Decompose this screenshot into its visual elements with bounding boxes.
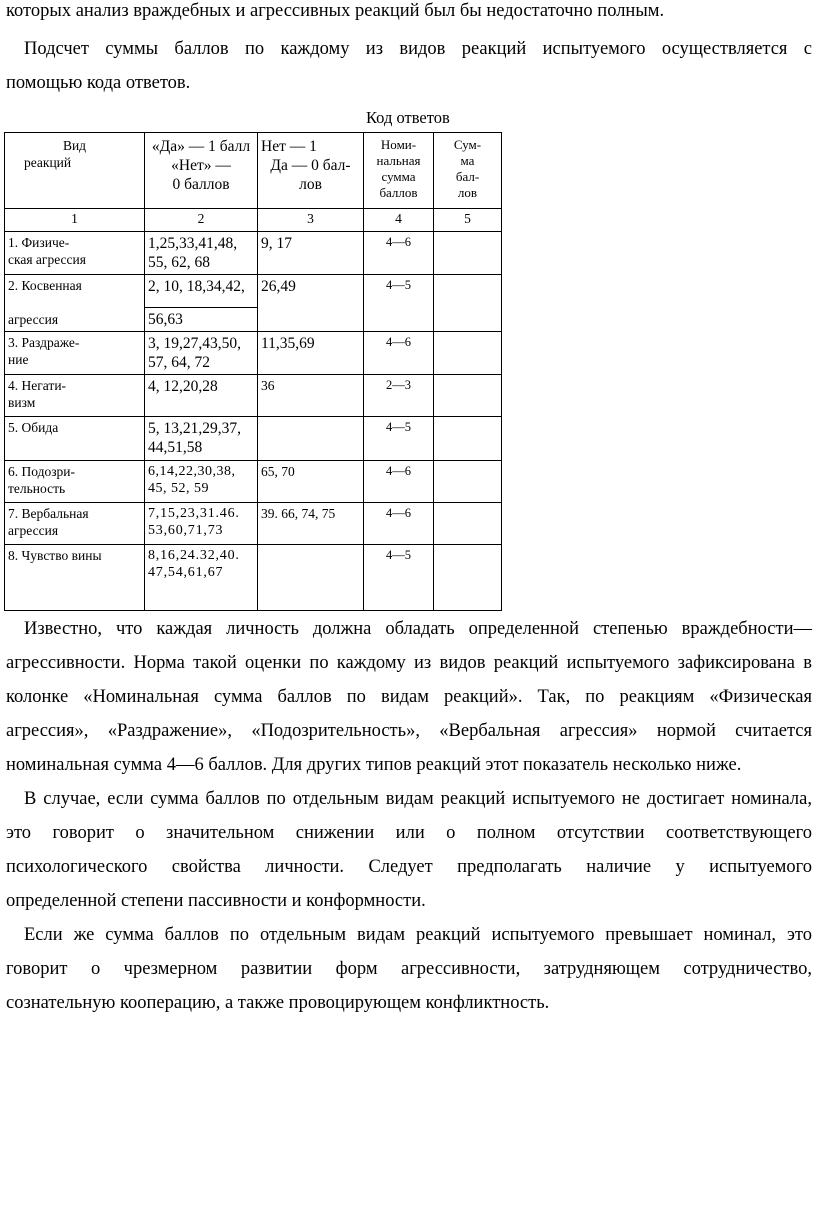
cell-line: 1,25,33,41,48, — [148, 235, 238, 252]
cell-line: агрессия — [8, 312, 59, 327]
header-line: Да — 0 бал- — [270, 157, 351, 174]
header-reaction-type — [5, 133, 145, 209]
no-items-cell: 9, 17 — [258, 232, 364, 275]
no-items-cell — [258, 417, 364, 461]
header-no-one-point — [258, 133, 364, 209]
text-line: Подсчет суммы баллов по каждому из видов реакций испытуемого осуществляется с — [24, 39, 812, 59]
paragraph-below-nominal — [6, 782, 812, 918]
column-number: 2 — [145, 209, 258, 232]
header-line: Сум- — [453, 137, 482, 152]
header-line: нальная — [376, 153, 421, 168]
nominal-sum-cell: 4—5 — [364, 275, 434, 332]
yes-items-cell — [145, 545, 258, 611]
table-row — [5, 503, 502, 545]
column-number-row — [5, 209, 502, 232]
answer-key-table — [4, 132, 502, 611]
text-line: Если же сумма баллов по отдельным видам реакций испытуемого превышает номинал, это — [24, 925, 812, 945]
nominal-sum-cell: 4—6 — [364, 461, 434, 503]
yes-items-cell: 56,63 — [145, 308, 258, 332]
header-yes-one-point — [145, 133, 258, 209]
text-line: В случае, если сумма баллов по отдельным видам реакций испытуемого не достигает номинала, — [24, 789, 812, 809]
column-number: 5 — [434, 209, 502, 232]
header-line: Вид — [62, 138, 87, 153]
cell-line: 2. Косвенная — [8, 278, 82, 293]
points-sum-cell — [434, 232, 502, 275]
text-line: агрессивности. Норма такой оценки по каждому из видов реакций испытуемого зафиксирована в — [6, 653, 812, 673]
text-line: определенной степени пассивности и конформности. — [6, 891, 426, 911]
yes-items-cell — [145, 332, 258, 375]
points-sum-cell — [434, 545, 502, 611]
no-items-cell: 26,49 — [258, 275, 364, 332]
reaction-type-cell — [5, 503, 145, 545]
text-line: агрессия», «Раздражение», «Подозрительность», «Вербальная агрессия» нормой считается — [6, 721, 812, 741]
text-line: говорит о чрезмерном развитии форм агрессивности, затрудняющем сотрудничество, — [6, 959, 812, 979]
no-items-cell: 36 — [258, 375, 364, 417]
points-sum-cell — [434, 503, 502, 545]
table-row — [5, 461, 502, 503]
yes-items-cell — [145, 417, 258, 461]
cell-line: 8,16,24.32,40. — [148, 548, 240, 563]
yes-items-cell — [145, 461, 258, 503]
paragraph-above-nominal — [6, 918, 812, 1020]
yes-items-cell: 4, 12,20,28 — [145, 375, 258, 417]
reaction-type-cell — [5, 545, 145, 611]
cell-line: 3, 19,27,43,50, — [148, 335, 241, 352]
yes-items-cell: 2, 10, 18,34,42, — [145, 275, 258, 308]
nominal-sum-cell: 2—3 — [364, 375, 434, 417]
text-line: колонке «Номинальная сумма баллов по видам реакций». Так, по реакциям «Физическая — [6, 687, 812, 707]
table-row — [5, 332, 502, 375]
nominal-sum-cell: 4—6 — [364, 232, 434, 275]
cell-line: 8. Чувство вины — [8, 548, 102, 563]
points-sum-cell — [434, 375, 502, 417]
header-line: баллов — [379, 185, 418, 200]
header-line: 0 баллов — [172, 176, 230, 193]
header-line: лов — [457, 185, 478, 200]
text-line: Известно, что каждая личность должна обладать определенной степенью враждебности— — [24, 619, 812, 639]
paragraph-continuation — [6, 0, 812, 28]
cell-line: тельность — [8, 481, 66, 496]
table-row — [5, 232, 502, 275]
table-header-row — [5, 133, 502, 209]
header-line: лов — [299, 176, 322, 193]
text-line: психологического свойства личности. Следует предполагать наличие у испытуемого — [6, 857, 812, 877]
cell-line: 3. Раздраже- — [8, 335, 80, 350]
points-sum-cell — [434, 461, 502, 503]
cell-line: 47,54,61,67 — [148, 565, 224, 580]
paragraph-norm — [6, 612, 812, 782]
points-sum-cell — [434, 332, 502, 375]
text-line: сознательную кооперацию, а также провоцирующем конфликтность. — [6, 993, 550, 1013]
no-items-cell: 11,35,69 — [258, 332, 364, 375]
reaction-type-cell — [5, 232, 145, 275]
header-points-sum — [434, 133, 502, 209]
header-line: ма — [460, 153, 475, 168]
header-line: сумма — [381, 169, 416, 184]
table-row — [5, 375, 502, 417]
reaction-type-cell — [5, 332, 145, 375]
nominal-sum-cell: 4—5 — [364, 545, 434, 611]
cell-line: ская агрессия — [8, 252, 86, 267]
nominal-sum-cell: 4—6 — [364, 332, 434, 375]
header-line: «Да» — 1 балл — [151, 138, 251, 155]
yes-items-cell — [145, 232, 258, 275]
cell-line: 57, 64, 72 — [148, 354, 210, 371]
table-row — [5, 545, 502, 611]
reaction-type-cell — [5, 375, 145, 417]
header-line: Номи- — [380, 137, 417, 152]
column-number: 3 — [258, 209, 364, 232]
cell-line: 6,14,22,30,38, — [148, 464, 236, 479]
table-row — [5, 417, 502, 461]
cell-line: 55, 62, 68 — [148, 254, 210, 271]
cell-line: 6. Подозри- — [8, 464, 76, 479]
cell-line: 7,15,23,31.46. — [148, 506, 240, 521]
table-row — [5, 275, 502, 308]
header-line: бал- — [455, 169, 480, 184]
cell-line: агрессия — [8, 523, 59, 538]
cell-line: 53,60,71,73 — [148, 523, 224, 538]
yes-items-cell — [145, 503, 258, 545]
header-line: «Нет» — — [171, 157, 231, 174]
text-line: помощью кода ответов. — [6, 73, 191, 93]
header-line: Нет — 1 — [261, 138, 317, 155]
text-line: это говорит о значительном снижении или о полном отсутствии соответствующего — [6, 823, 812, 843]
text-line: которых анализ враждебных и агрессивных реакций был бы недостаточно полным. — [6, 1, 665, 21]
cell-line: 44,51,58 — [148, 439, 203, 456]
no-items-cell: 65, 70 — [258, 461, 364, 503]
cell-line: ние — [8, 352, 29, 367]
points-sum-cell — [434, 275, 502, 332]
nominal-sum-cell: 4—6 — [364, 503, 434, 545]
cell-line: 4. Негати- — [8, 378, 67, 393]
reaction-type-cell — [5, 461, 145, 503]
no-items-cell: 39. 66, 74, 75 — [258, 503, 364, 545]
column-number: 1 — [5, 209, 145, 232]
cell-line: 45, 52, 59 — [148, 481, 209, 496]
points-sum-cell — [434, 417, 502, 461]
cell-line: 5. Обида — [8, 420, 59, 435]
no-items-cell — [258, 545, 364, 611]
header-line: реакций — [24, 155, 72, 170]
text-line: номинальная сумма 4—6 баллов. Для других типов реакций этот показатель несколько ниже. — [6, 755, 742, 775]
cell-line: 7. Вербальная — [8, 506, 89, 521]
reaction-type-cell — [5, 417, 145, 461]
cell-line: 1. Физиче- — [8, 235, 70, 250]
table-caption: Код ответов — [366, 108, 450, 127]
cell-line: 5, 13,21,29,37, — [148, 420, 241, 437]
nominal-sum-cell: 4—5 — [364, 417, 434, 461]
column-number: 4 — [364, 209, 434, 232]
header-nominal-sum — [364, 133, 434, 209]
cell-line: визм — [8, 395, 36, 410]
paragraph-scoring-intro — [6, 32, 812, 100]
reaction-type-cell — [5, 275, 145, 332]
